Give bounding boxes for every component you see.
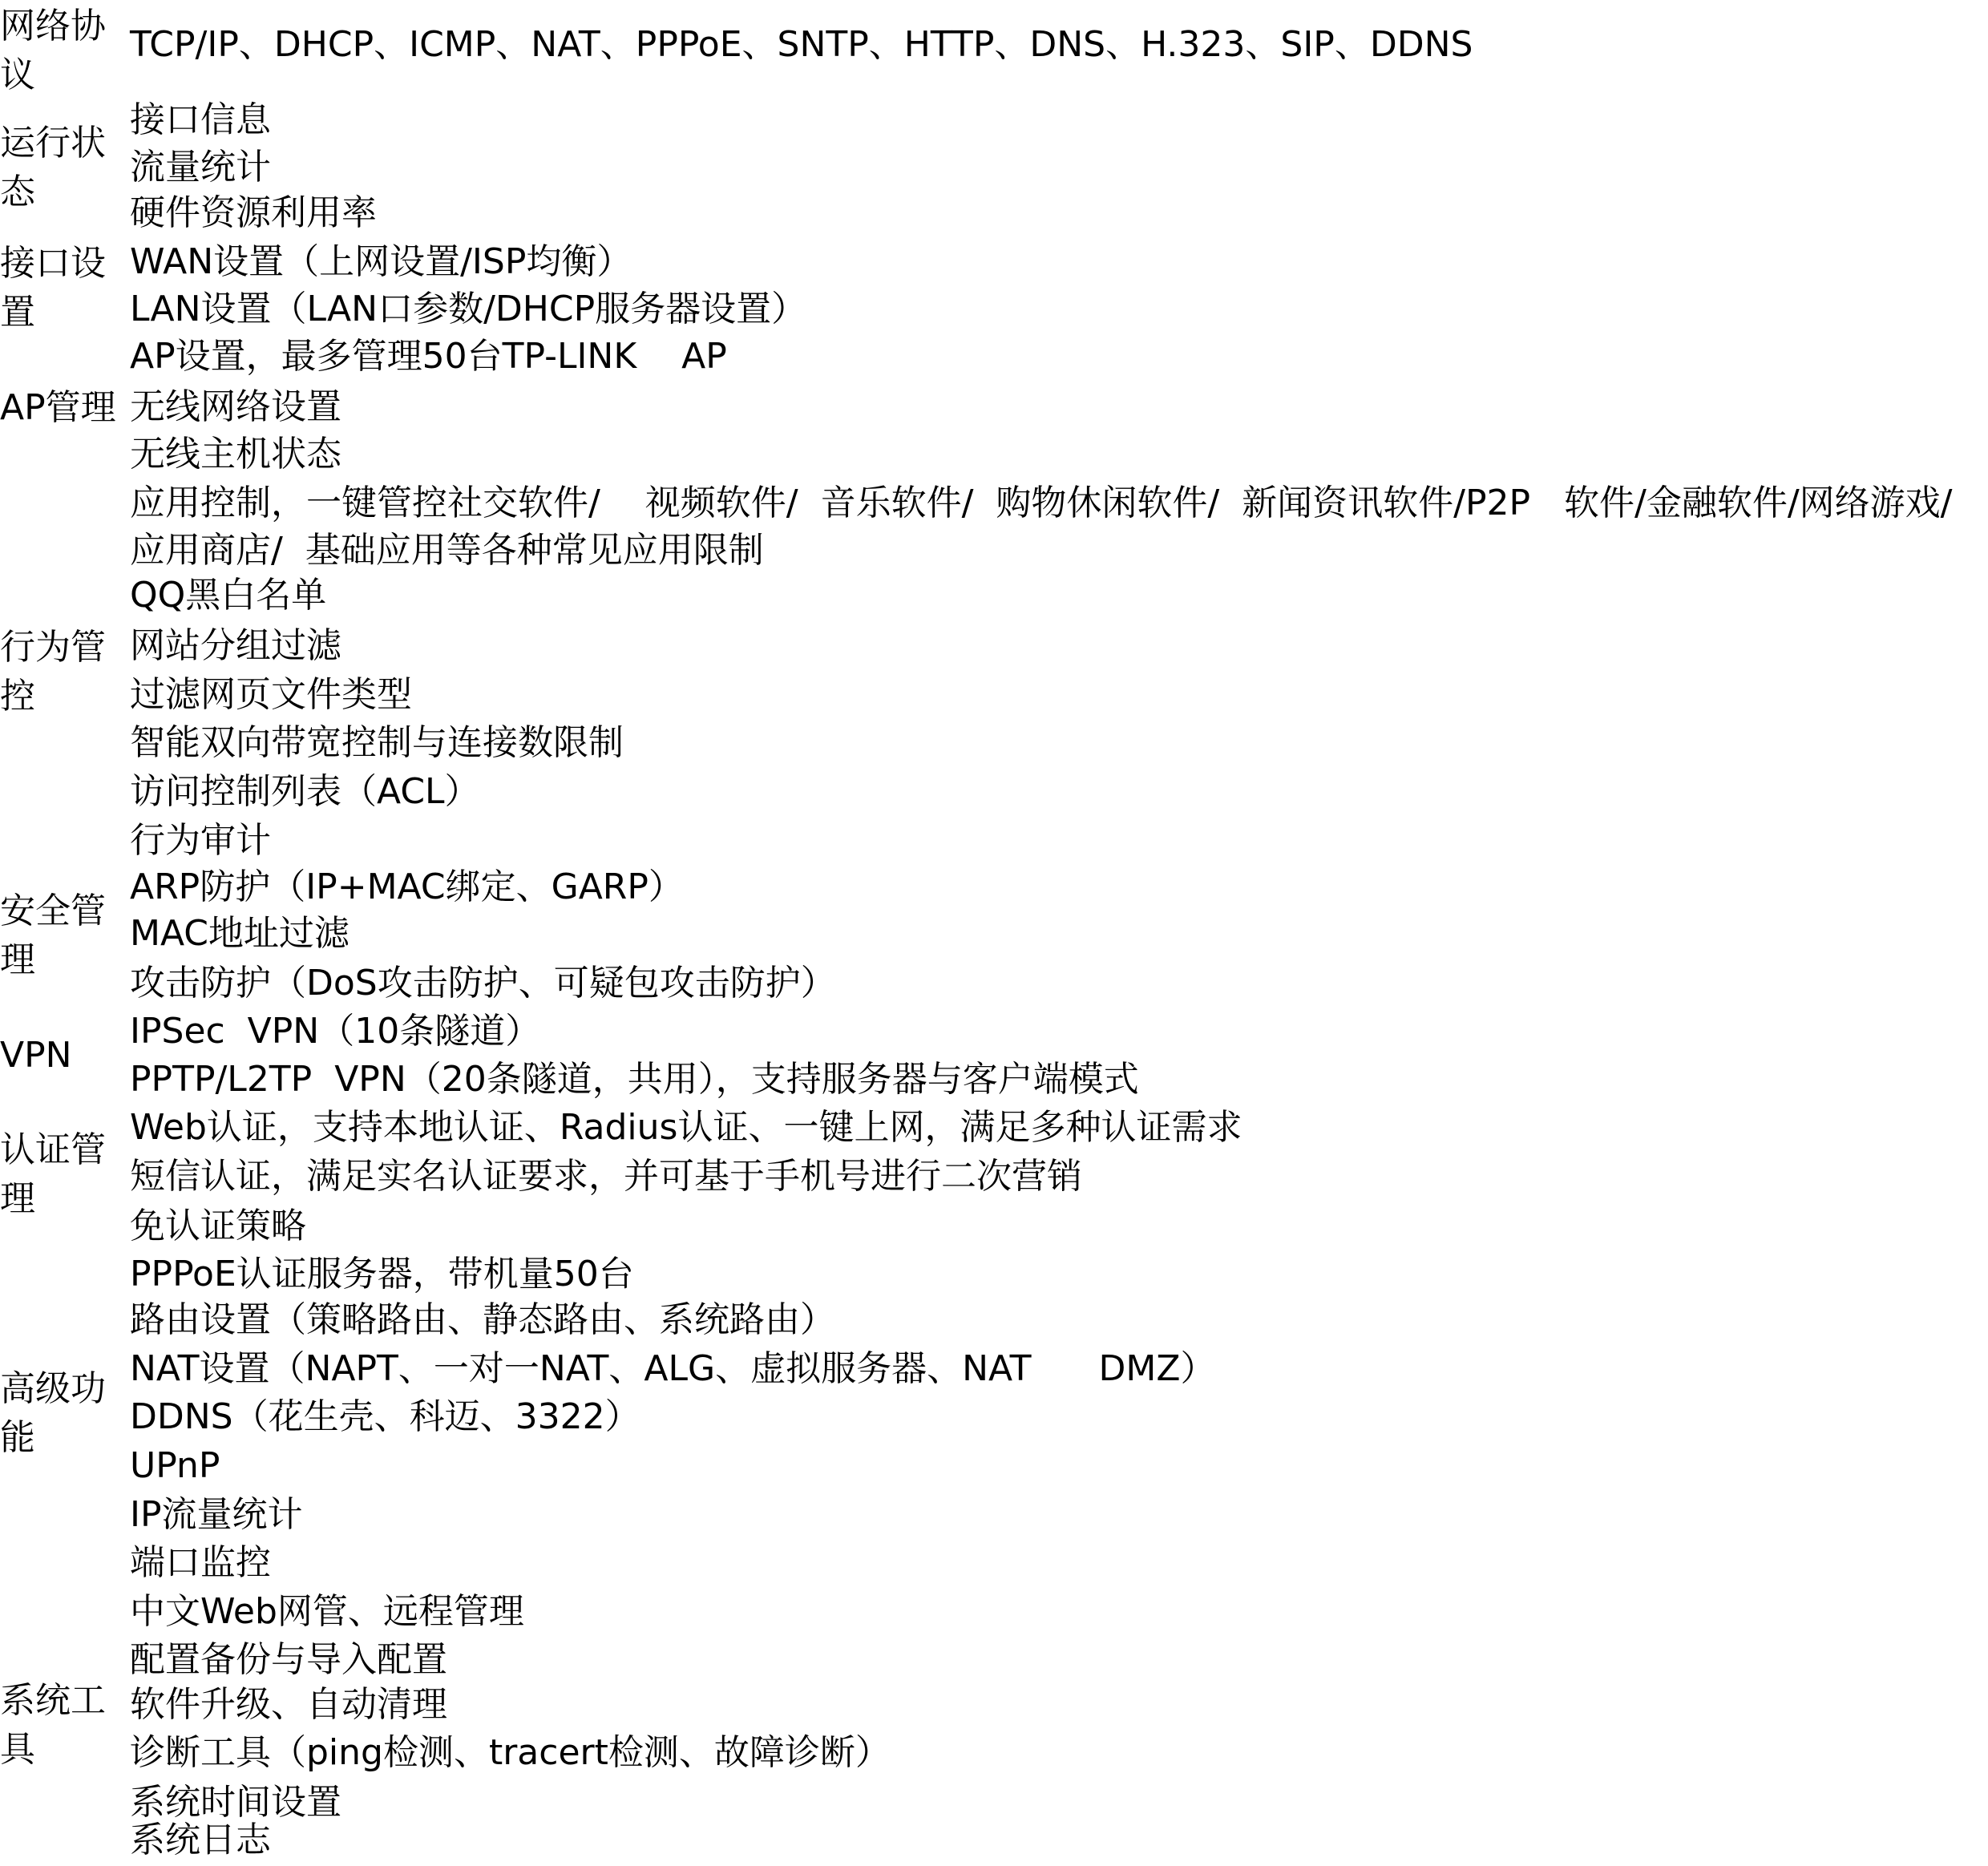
item-filetype-filter: 过滤网页文件类型 <box>130 674 412 715</box>
item-sms-auth: 短信认证，满足实名认证要求，并可基于手机号进行二次营销 <box>130 1156 1082 1197</box>
item-wireless-host-status: 无线主机状态 <box>130 434 341 475</box>
item-website-filter: 网站分组过滤 <box>130 625 341 666</box>
item-attack-protection: 攻击防护（DoS攻击防护、可疑包攻击防护） <box>130 963 836 1004</box>
item-protocols: TCP/IP、DHCP、ICMP、NAT、PPPoE、SNTP、HTTP、DNS、H.323、SIP、DDNS <box>130 24 1473 65</box>
item-acl: 访问控制列表（ACL） <box>130 771 480 812</box>
item-system-log: 系统日志 <box>130 1820 271 1860</box>
item-pppoe-server: PPPoE认证服务器，带机量50台 <box>130 1254 634 1294</box>
item-web-management: 中文Web网管、远程管理 <box>130 1591 524 1632</box>
category-system-tools: 系统工具 <box>0 1680 106 1770</box>
item-wan-settings: WAN设置（上网设置/ISP均衡） <box>130 241 632 282</box>
item-ipsec-vpn: IPSec VPN（10条隧道） <box>130 1011 541 1052</box>
item-web-auth: Web认证，支持本地认证、Radius认证、一键上网，满足多种认证需求 <box>130 1107 1242 1148</box>
item-ap-settings: AP设置，最多管理50台TP-LINK AP <box>130 336 727 377</box>
category-advanced-features: 高级功能 <box>0 1368 106 1458</box>
item-routing: 路由设置（策略路由、静态路由、系统路由） <box>130 1299 835 1340</box>
item-hw-usage: 硬件资源利用率 <box>130 192 377 233</box>
item-auth-exempt: 免认证策略 <box>130 1206 306 1246</box>
item-ddns: DDNS（花生壳、科迈、3322） <box>130 1396 640 1437</box>
item-upnp: UPnP <box>130 1445 220 1486</box>
category-interface-settings: 接口设置 <box>0 243 106 333</box>
item-behavior-audit: 行为审计 <box>130 820 271 861</box>
item-qq-list: QQ黑白名单 <box>130 575 327 616</box>
category-network-protocol: 网络协议 <box>0 6 106 95</box>
item-app-control-cont: 应用商店/ 基础应用等各种常见应用限制 <box>130 530 764 571</box>
item-traffic-stats: 流量统计 <box>130 147 271 188</box>
item-lan-settings: LAN设置（LAN口参数/DHCP服务器设置） <box>130 289 807 329</box>
category-running-status: 运行状态 <box>0 123 106 212</box>
item-diagnostics: 诊断工具（ping检测、tracert检测、故障诊断） <box>130 1732 891 1773</box>
item-ip-traffic: IP流量统计 <box>130 1494 303 1535</box>
item-system-time: 系统时间设置 <box>130 1782 341 1823</box>
category-auth-management: 认证管理 <box>0 1129 106 1219</box>
item-mac-filter: MAC地址过滤 <box>130 913 350 954</box>
category-behavior-control: 行为管控 <box>0 627 106 717</box>
item-config-backup: 配置备份与导入配置 <box>130 1639 447 1680</box>
item-nat-settings: NAT设置（NAPT、一对一NAT、ALG、虚拟服务器、NAT DMZ） <box>130 1348 1216 1389</box>
item-bandwidth-control: 智能双向带宽控制与连接数限制 <box>130 722 624 763</box>
item-pptp-vpn: PPTP/L2TP VPN（20条隧道，共用），支持服务器与客户端模式 <box>130 1059 1139 1100</box>
item-app-control: 应用控制，一键管控社交软件/ 视频软件/ 音乐软件/ 购物休闲软件/ 新闻资讯软件/P2P 软件/金融软件/网络游戏/ <box>130 483 1953 523</box>
item-port-monitor: 端口监控 <box>130 1542 271 1583</box>
category-ap-management: AP管理 <box>0 387 116 428</box>
item-wireless-network: 无线网络设置 <box>130 386 341 427</box>
category-vpn: VPN <box>0 1035 72 1076</box>
item-interface-info: 接口信息 <box>130 99 271 140</box>
category-security-management: 安全管理 <box>0 891 106 980</box>
item-software-upgrade: 软件升级、自动清理 <box>130 1684 447 1725</box>
item-arp-protection: ARP防护（IP+MAC绑定、GARP） <box>130 866 684 907</box>
